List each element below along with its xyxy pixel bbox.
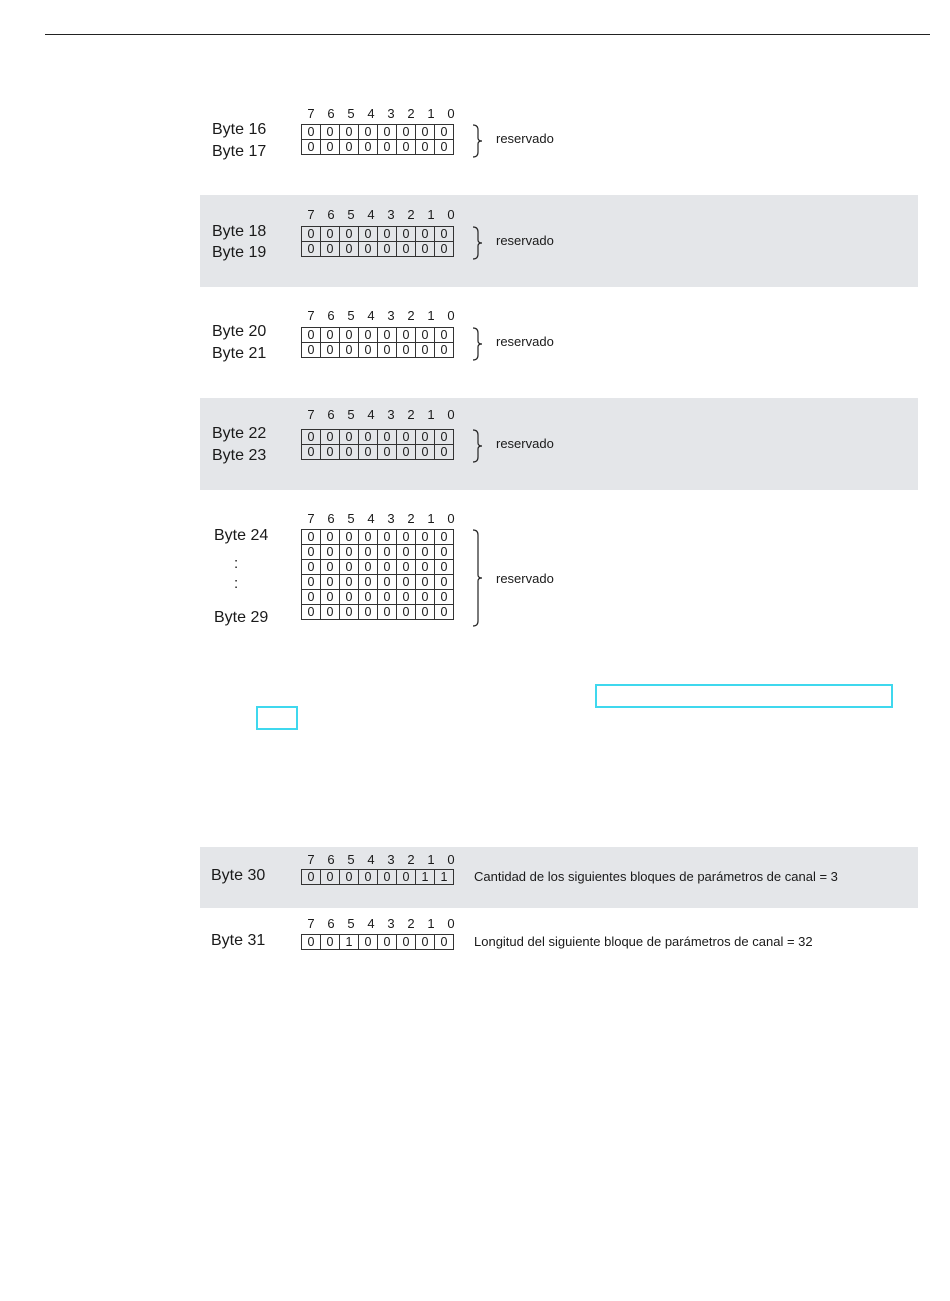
bit-number: 2 bbox=[407, 852, 415, 867]
bit-row bbox=[302, 605, 454, 620]
bit-cell: 0 bbox=[378, 870, 397, 885]
bit-cell: 0 bbox=[302, 870, 321, 885]
bit-number: 1 bbox=[427, 511, 435, 526]
bit-number: 5 bbox=[347, 106, 355, 121]
bit-cell: 0 bbox=[397, 125, 416, 140]
bit-number: 3 bbox=[387, 916, 395, 931]
bit-cell: 0 bbox=[302, 445, 321, 460]
bit-number: 7 bbox=[307, 407, 315, 422]
bit-cell: 0 bbox=[340, 430, 359, 445]
bit-cell: 0 bbox=[340, 575, 359, 590]
bit-cell: 0 bbox=[359, 870, 378, 885]
bit-cell: 0 bbox=[359, 590, 378, 605]
highlight-box bbox=[595, 684, 893, 708]
section-description: reservado bbox=[496, 233, 554, 248]
bit-cell: 0 bbox=[416, 125, 435, 140]
bit-row bbox=[302, 545, 454, 560]
bit-number: 2 bbox=[407, 407, 415, 422]
brace-icon bbox=[472, 226, 486, 260]
bit-number: 1 bbox=[427, 308, 435, 323]
bit-number: 5 bbox=[347, 916, 355, 931]
bit-row bbox=[302, 227, 454, 242]
bit-cell: 0 bbox=[340, 328, 359, 343]
bit-row bbox=[302, 935, 454, 950]
bit-cell: 0 bbox=[302, 328, 321, 343]
bit-grid bbox=[301, 429, 454, 460]
bit-grid bbox=[301, 869, 454, 885]
bit-number: 5 bbox=[347, 852, 355, 867]
bit-cell: 1 bbox=[416, 870, 435, 885]
bit-cell: 0 bbox=[416, 445, 435, 460]
bit-number: 3 bbox=[387, 308, 395, 323]
bit-cell: 0 bbox=[321, 343, 340, 358]
bit-cell: 0 bbox=[321, 590, 340, 605]
bit-cell: 0 bbox=[378, 575, 397, 590]
brace-icon bbox=[472, 529, 486, 627]
bit-cell: 0 bbox=[397, 140, 416, 155]
bit-number: 7 bbox=[307, 916, 315, 931]
bit-number: 2 bbox=[407, 207, 415, 222]
bit-number: 6 bbox=[327, 106, 335, 121]
bit-cell: 0 bbox=[302, 545, 321, 560]
bit-cell: 0 bbox=[302, 935, 321, 950]
section-description: reservado bbox=[496, 334, 554, 349]
bit-cell: 0 bbox=[378, 343, 397, 358]
bit-cell: 0 bbox=[321, 140, 340, 155]
bit-cell: 0 bbox=[416, 590, 435, 605]
bit-cell: 0 bbox=[416, 343, 435, 358]
bit-cell: 0 bbox=[340, 445, 359, 460]
bit-cell: 0 bbox=[435, 140, 454, 155]
bit-cell: 0 bbox=[340, 870, 359, 885]
bit-grid bbox=[301, 226, 454, 257]
bit-cell: 0 bbox=[302, 227, 321, 242]
section-description: reservado bbox=[496, 436, 554, 451]
bit-cell: 0 bbox=[397, 242, 416, 257]
bit-cell: 0 bbox=[321, 530, 340, 545]
bit-row bbox=[302, 575, 454, 590]
bit-number: 4 bbox=[367, 916, 375, 931]
section-description: Cantidad de los siguientes bloques de parámetros de canal = 3 bbox=[474, 869, 838, 884]
bit-number: 6 bbox=[327, 308, 335, 323]
bit-cell: 0 bbox=[435, 445, 454, 460]
bit-cell: 0 bbox=[302, 343, 321, 358]
bit-cell: 0 bbox=[321, 430, 340, 445]
bit-cell: 0 bbox=[340, 605, 359, 620]
bit-cell: 0 bbox=[340, 545, 359, 560]
bit-number: 7 bbox=[307, 308, 315, 323]
bit-cell: 0 bbox=[435, 227, 454, 242]
bit-row bbox=[302, 242, 454, 257]
bit-number: 4 bbox=[367, 106, 375, 121]
bit-cell: 0 bbox=[302, 590, 321, 605]
bit-cell: 0 bbox=[416, 560, 435, 575]
bit-cell: 0 bbox=[397, 328, 416, 343]
bit-cell: 0 bbox=[359, 530, 378, 545]
bit-cell: 0 bbox=[435, 430, 454, 445]
bit-cell: 0 bbox=[378, 545, 397, 560]
bit-number: 7 bbox=[307, 106, 315, 121]
bit-cell: 0 bbox=[302, 125, 321, 140]
bit-cell: 0 bbox=[378, 590, 397, 605]
bit-number: 4 bbox=[367, 511, 375, 526]
bit-cell: 0 bbox=[378, 227, 397, 242]
bit-number: 2 bbox=[407, 308, 415, 323]
bit-cell: 1 bbox=[435, 870, 454, 885]
section-description: Longitud del siguiente bloque de parámetros de canal = 32 bbox=[474, 934, 813, 949]
bit-cell: 0 bbox=[378, 530, 397, 545]
bit-cell: 0 bbox=[435, 575, 454, 590]
bit-number: 3 bbox=[387, 207, 395, 222]
bit-cell: 0 bbox=[378, 560, 397, 575]
bit-number: 1 bbox=[427, 407, 435, 422]
bit-cell: 0 bbox=[378, 430, 397, 445]
bit-cell: 0 bbox=[397, 445, 416, 460]
bit-cell: 0 bbox=[397, 870, 416, 885]
bit-cell: 0 bbox=[416, 227, 435, 242]
byte-label: Byte 20 bbox=[212, 323, 267, 340]
bit-row bbox=[302, 445, 454, 460]
brace-icon bbox=[472, 327, 486, 361]
bit-number: 4 bbox=[367, 207, 375, 222]
bit-number: 0 bbox=[447, 308, 455, 323]
bit-cell: 0 bbox=[416, 545, 435, 560]
bit-number: 0 bbox=[447, 106, 455, 121]
byte-label: Byte 18 bbox=[212, 223, 267, 240]
bit-cell: 0 bbox=[302, 560, 321, 575]
bit-cell: 1 bbox=[340, 935, 359, 950]
bit-number: 2 bbox=[407, 916, 415, 931]
bit-cell: 0 bbox=[359, 545, 378, 560]
bit-row bbox=[302, 140, 454, 155]
bit-number: 3 bbox=[387, 852, 395, 867]
bit-cell: 0 bbox=[321, 935, 340, 950]
bit-row bbox=[302, 125, 454, 140]
bit-number: 0 bbox=[447, 511, 455, 526]
bit-cell: 0 bbox=[321, 328, 340, 343]
bit-cell: 0 bbox=[340, 140, 359, 155]
bit-cell: 0 bbox=[397, 575, 416, 590]
bit-cell: 0 bbox=[359, 935, 378, 950]
bit-cell: 0 bbox=[321, 125, 340, 140]
bit-cell: 0 bbox=[435, 935, 454, 950]
bit-cell: 0 bbox=[416, 605, 435, 620]
byte-label: Byte 19 bbox=[212, 244, 267, 261]
bit-cell: 0 bbox=[435, 125, 454, 140]
bit-row bbox=[302, 530, 454, 545]
bit-cell: 0 bbox=[359, 140, 378, 155]
bit-cell: 0 bbox=[321, 227, 340, 242]
highlight-box bbox=[256, 706, 298, 730]
bit-number: 6 bbox=[327, 207, 335, 222]
bit-number: 3 bbox=[387, 407, 395, 422]
byte-label: Byte 29 bbox=[214, 609, 269, 626]
bit-row bbox=[302, 430, 454, 445]
bit-cell: 0 bbox=[416, 430, 435, 445]
bit-cell: 0 bbox=[397, 530, 416, 545]
bit-number: 1 bbox=[427, 106, 435, 121]
bit-cell: 0 bbox=[378, 605, 397, 620]
bit-cell: 0 bbox=[397, 430, 416, 445]
bit-number: 3 bbox=[387, 106, 395, 121]
top-rule bbox=[45, 34, 930, 35]
bit-row bbox=[302, 870, 454, 885]
bit-number: 3 bbox=[387, 511, 395, 526]
bit-cell: 0 bbox=[416, 530, 435, 545]
bit-row bbox=[302, 328, 454, 343]
bit-number: 5 bbox=[347, 511, 355, 526]
byte-label: Byte 23 bbox=[212, 447, 267, 464]
section-description: reservado bbox=[496, 131, 554, 146]
bit-number: 5 bbox=[347, 407, 355, 422]
bit-grid bbox=[301, 529, 454, 620]
bit-cell: 0 bbox=[397, 227, 416, 242]
bit-cell: 0 bbox=[340, 560, 359, 575]
bit-cell: 0 bbox=[302, 575, 321, 590]
bit-cell: 0 bbox=[435, 242, 454, 257]
bit-cell: 0 bbox=[359, 445, 378, 460]
bit-number: 7 bbox=[307, 207, 315, 222]
bit-cell: 0 bbox=[302, 605, 321, 620]
bit-cell: 0 bbox=[378, 445, 397, 460]
bit-number: 6 bbox=[327, 852, 335, 867]
bit-cell: 0 bbox=[321, 242, 340, 257]
bit-cell: 0 bbox=[359, 430, 378, 445]
bit-cell: 0 bbox=[321, 870, 340, 885]
bit-cell: 0 bbox=[416, 140, 435, 155]
bit-cell: 0 bbox=[435, 590, 454, 605]
bit-number: 4 bbox=[367, 308, 375, 323]
bit-cell: 0 bbox=[359, 605, 378, 620]
bit-cell: 0 bbox=[397, 343, 416, 358]
bit-cell: 0 bbox=[435, 605, 454, 620]
bit-number: 5 bbox=[347, 308, 355, 323]
bit-number: 0 bbox=[447, 207, 455, 222]
byte-label: Byte 24 bbox=[214, 527, 269, 544]
bit-cell: 0 bbox=[340, 590, 359, 605]
bit-cell: 0 bbox=[359, 242, 378, 257]
bit-number: 0 bbox=[447, 407, 455, 422]
byte-label: Byte 17 bbox=[212, 143, 267, 160]
bit-cell: 0 bbox=[378, 125, 397, 140]
bit-number: 6 bbox=[327, 916, 335, 931]
bit-number: 7 bbox=[307, 852, 315, 867]
bit-number: 2 bbox=[407, 511, 415, 526]
bit-number: 4 bbox=[367, 407, 375, 422]
bit-cell: 0 bbox=[359, 560, 378, 575]
bit-cell: 0 bbox=[378, 328, 397, 343]
bit-cell: 0 bbox=[321, 545, 340, 560]
bit-cell: 0 bbox=[302, 430, 321, 445]
bit-cell: 0 bbox=[397, 560, 416, 575]
bit-row bbox=[302, 560, 454, 575]
byte-label: Byte 21 bbox=[212, 345, 267, 362]
bit-number: 0 bbox=[447, 916, 455, 931]
brace-icon bbox=[472, 429, 486, 463]
bit-cell: 0 bbox=[321, 445, 340, 460]
bit-number: 2 bbox=[407, 106, 415, 121]
bit-cell: 0 bbox=[340, 530, 359, 545]
section-description: reservado bbox=[496, 571, 554, 586]
byte-label: Byte 22 bbox=[212, 425, 267, 442]
bit-cell: 0 bbox=[397, 545, 416, 560]
brace-icon bbox=[472, 124, 486, 158]
bit-cell: 0 bbox=[416, 575, 435, 590]
bit-cell: 0 bbox=[397, 935, 416, 950]
bit-cell: 0 bbox=[340, 227, 359, 242]
byte-label: Byte 31 bbox=[211, 932, 266, 949]
bit-cell: 0 bbox=[435, 328, 454, 343]
bit-number: 5 bbox=[347, 207, 355, 222]
bit-cell: 0 bbox=[416, 242, 435, 257]
bit-number: 6 bbox=[327, 407, 335, 422]
bit-grid bbox=[301, 124, 454, 155]
bit-cell: 0 bbox=[340, 242, 359, 257]
bit-cell: 0 bbox=[435, 545, 454, 560]
bit-cell: 0 bbox=[302, 530, 321, 545]
bit-number: 1 bbox=[427, 207, 435, 222]
bit-number: 4 bbox=[367, 852, 375, 867]
bit-cell: 0 bbox=[321, 575, 340, 590]
bit-number: 0 bbox=[447, 852, 455, 867]
bit-number: 6 bbox=[327, 511, 335, 526]
bit-grid bbox=[301, 934, 454, 950]
bit-number: 7 bbox=[307, 511, 315, 526]
bit-cell: 0 bbox=[321, 560, 340, 575]
ellipsis-dots: : bbox=[234, 555, 239, 572]
bit-cell: 0 bbox=[359, 125, 378, 140]
bit-cell: 0 bbox=[435, 530, 454, 545]
bit-number: 1 bbox=[427, 916, 435, 931]
bit-grid bbox=[301, 327, 454, 358]
bit-row bbox=[302, 590, 454, 605]
bit-cell: 0 bbox=[302, 242, 321, 257]
bit-cell: 0 bbox=[435, 560, 454, 575]
bit-cell: 0 bbox=[359, 328, 378, 343]
bit-cell: 0 bbox=[435, 343, 454, 358]
bit-cell: 0 bbox=[397, 590, 416, 605]
bit-cell: 0 bbox=[378, 140, 397, 155]
bit-cell: 0 bbox=[378, 242, 397, 257]
bit-cell: 0 bbox=[340, 125, 359, 140]
byte-label: Byte 16 bbox=[212, 121, 267, 138]
bit-cell: 0 bbox=[359, 227, 378, 242]
bit-cell: 0 bbox=[416, 328, 435, 343]
bit-number: 1 bbox=[427, 852, 435, 867]
bit-cell: 0 bbox=[378, 935, 397, 950]
bit-cell: 0 bbox=[340, 343, 359, 358]
bit-cell: 0 bbox=[321, 605, 340, 620]
bit-cell: 0 bbox=[302, 140, 321, 155]
bit-cell: 0 bbox=[416, 935, 435, 950]
ellipsis-dots: : bbox=[234, 575, 239, 592]
byte-label: Byte 30 bbox=[211, 867, 266, 884]
bit-cell: 0 bbox=[359, 575, 378, 590]
bit-row bbox=[302, 343, 454, 358]
bit-cell: 0 bbox=[359, 343, 378, 358]
bit-cell: 0 bbox=[397, 605, 416, 620]
